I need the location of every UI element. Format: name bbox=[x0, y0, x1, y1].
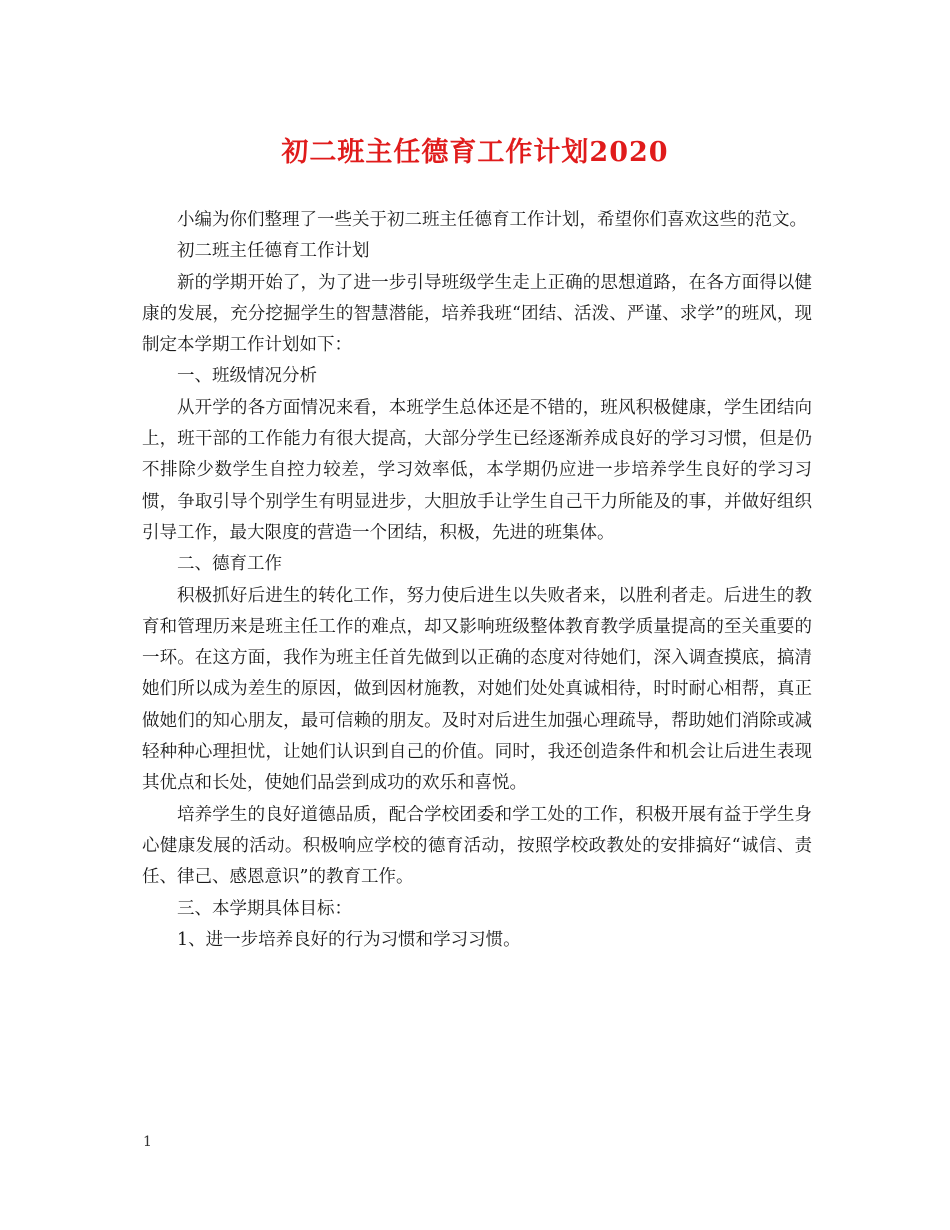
moral-education-paragraph-2: 培养学生的良好道德品质，配合学校团委和学工处的工作，积极开展有益于学生身心健康发展的活动。积极响应学校的德育活动，按照学校政教处的安排搞好“诚信、责任、律己、感恩意识”的教育工作。 bbox=[142, 804, 812, 888]
opening-paragraph: 新的学期开始了，为了进一步引导班级学生走上正确的思想道路，在各方面得以健康的发展，充分挖掘学生的智慧潜能，培养我班“团结、活泼、严谨、求学”的班风，现制定本学期工作计划如下： bbox=[142, 272, 812, 356]
document-title: 初二班主任德育工作计划2020 bbox=[281, 137, 669, 168]
section-heading-moral-education: 二、德育工作 bbox=[177, 554, 282, 575]
goal-item-1: 1、进一步培养良好的行为习惯和学习习惯。 bbox=[177, 929, 521, 950]
page-number: 1 bbox=[143, 1134, 152, 1150]
section-heading-class-analysis: 一、班级情况分析 bbox=[177, 366, 317, 387]
moral-education-paragraph-1: 积极抓好后进生的转化工作，努力使后进生以失败者来，以胜利者走。后进生的教育和管理历来是班主任工作的难点，却又影响班级整体教育教学质量提高的至关重要的一环。在这方面，我作为班主任首先做到以正确的态度对待她们，深入调查摸底，搞清她们所以成为差生的原因，做到因材施教，对她们处处真诚相待，时时耐心相帮，真正做她们的知心朋友，最可信赖的朋友。及时对后进生加强心理疏导，帮助她们消除或减轻种种心理担忧，让她们认识到自己的价值。同时，我还创造条件和机会让后进生表现其优点和长处，使她们品尝到成功的欢乐和喜悦。 bbox=[142, 585, 812, 794]
section-heading-goals: 三、本学期具体目标： bbox=[177, 898, 352, 919]
document-body bbox=[142, 205, 812, 956]
intro-paragraph: 小编为你们整理了一些关于初二班主任德育工作计划，希望你们喜欢这些的范文。 bbox=[177, 210, 807, 230]
plan-subtitle: 初二班主任德育工作计划 bbox=[177, 241, 370, 262]
class-analysis-paragraph: 从开学的各方面情况来看，本班学生总体还是不错的，班风积极健康，学生团结向上，班干部的工作能力有很大提高，大部分学生已经逐渐养成良好的学习习惯，但是仍不排除少数学生自控力较差，学习效率低，本学期仍应进一步培养学生良好的学习习惯，争取引导个别学生有明显进步，大胆放手让学生自己干力所能及的事，并做好组织引导工作，最大限度的营造一个团结，积极，先进的班集体。 bbox=[142, 397, 812, 543]
